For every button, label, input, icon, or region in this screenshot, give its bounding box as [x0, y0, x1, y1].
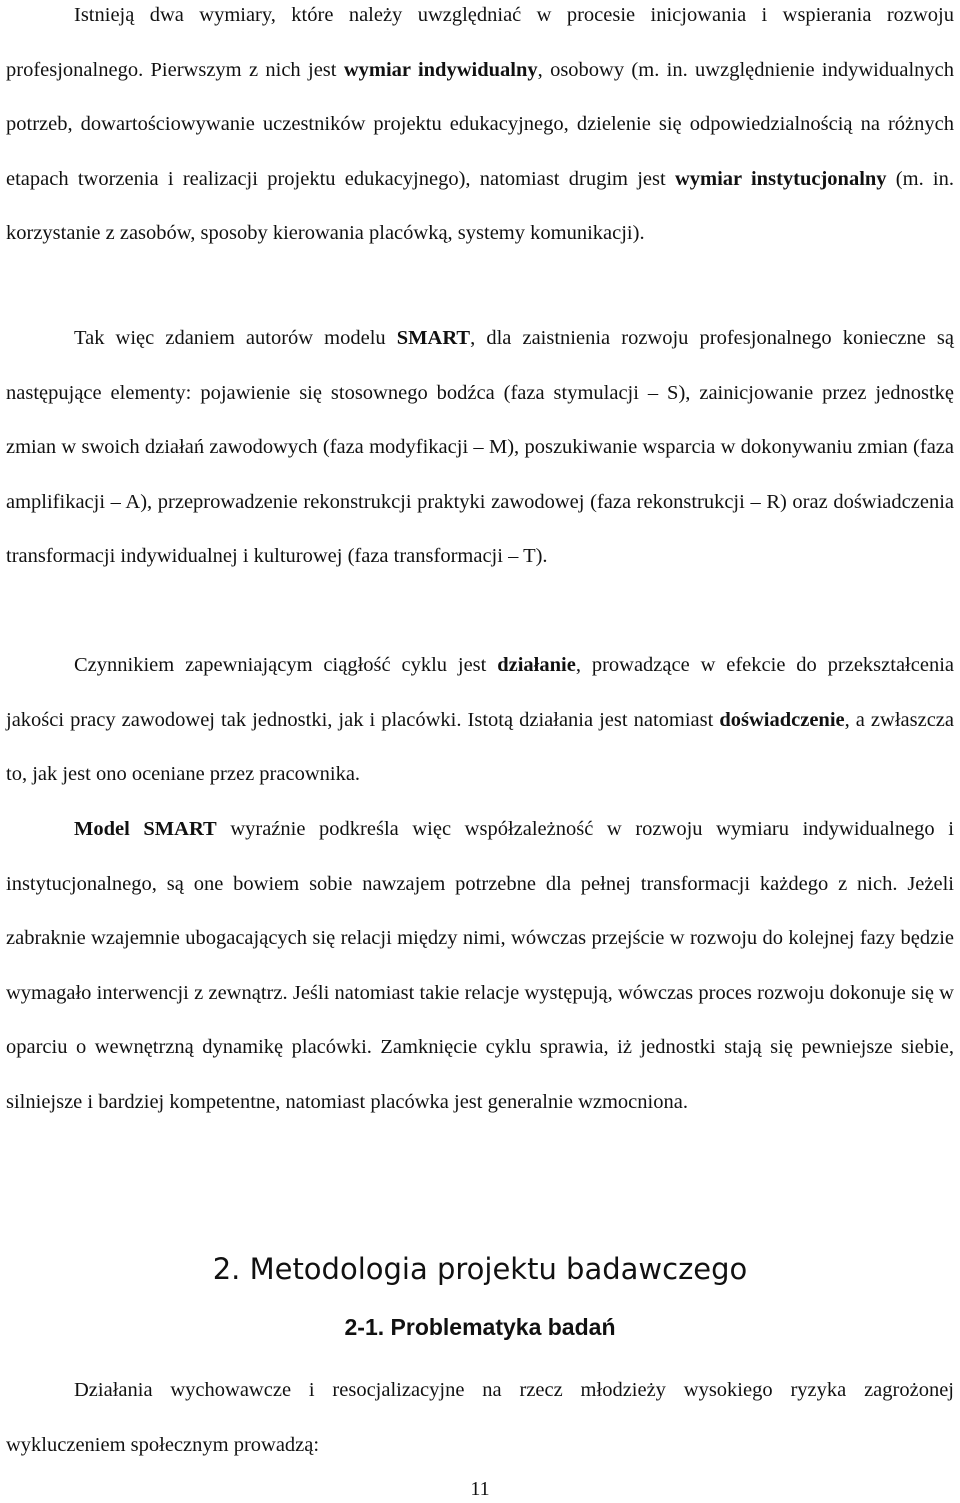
subsection-heading: 2-1. Problematyka badań	[344, 1314, 616, 1340]
paragraph-dimensions	[6, 0, 954, 261]
bold-term-model-smart: Model SMART	[74, 818, 217, 840]
paragraph-text: , prowadzące w efekcie do przekształcenia jakości pracy zawodowej tak jednostki, jak i placówki. Istotą działania jest natomiast	[6, 654, 954, 731]
paragraph-text: wyraźnie podkreśla więc współzależność w rozwoju wymiaru indywidualnego i instytucjonalnego, są one bowiem sobie nawzajem potrzebne dla pełnej transformacji każdego z nich. Jeżeli zabraknie wzajemnie ubogacających się relacji między nimi, wówczas przejście w rozwoju do kolejnej fazy będzie wymagało interwencji z zewnątrz. Jeśli natomiast takie relacje występują, wówczas proces rozwoju dokonuje się w oparciu o wewnętrzną dynamikę placówki. Zamknięcie cyklu sprawia, iż jednostki stają się pewniejsze siebie, silniejsze i bardziej kompetentne, natomiast placówka jest generalnie wzmocniona.	[6, 818, 954, 1113]
paragraph-text: , a zwłaszcza to, jak jest ono oceniane przez pracownika.	[6, 708, 954, 786]
page-number: 11	[470, 1478, 490, 1500]
paragraph-text: , osobowy (m. in. uwzględnienie indywidualnych potrzeb, dowartościowywanie uczestników projektu edukacyjnego, dzielenie się odpowiedzialnością na różnych etapach tworzenia i realizacji projektu edukacyjnego), natomiast drugim jest	[6, 58, 955, 190]
bold-term-individual: wymiar indywidualny	[343, 58, 538, 81]
paragraph-model-smart	[6, 802, 954, 1130]
paragraph-text: , dla zaistnienia rozwoju profesjonalnego konieczne są następujące elementy: pojawienie się stosownego bodźca (faza stymulacji – S), zainicjowanie przez jednostkę zmian w swoich działań zawodowych (faza modyfikacji – M), poszukiwanie wsparcia w dokonywaniu zmian (faza amplifikacji – A), przeprowadzenie rekonstrukcji praktyki zawodowej (faza rekonstrukcji – R) oraz doświadczenia transformacji indywidualnej i kulturowej (faza transformacji – T).	[6, 327, 954, 568]
paragraph-text: (m. in. korzystanie z zasobów, sposoby kierowania placówką, systemy komunikacji).	[6, 167, 955, 245]
paragraph-text: Czynnikiem zapewniającym ciągłość cyklu jest	[74, 654, 498, 676]
bold-term-institutional: wymiar instytucjonalny	[674, 167, 887, 190]
section-heading: 2. Metodologia projektu badawczego	[212, 1252, 748, 1286]
paragraph-text: Działania wychowawcze i resocjalizacyjne na rzecz młodzieży wysokiego ryzyka zagrożonej wykluczeniem społecznym prowadzą:	[6, 1379, 954, 1456]
paragraph-text: Tak więc zdaniem autorów modelu	[74, 327, 397, 349]
paragraph-smart-phases	[6, 311, 954, 584]
paragraph-research-problem	[6, 1363, 954, 1472]
bold-term-experience: doświadczenie	[719, 708, 845, 731]
bold-term-action: działanie	[497, 654, 576, 676]
bold-term-smart: SMART	[396, 327, 471, 349]
paragraph-action	[6, 638, 954, 802]
paragraph-text: Istnieją dwa wymiary, które należy uwzględniać w procesie inicjowania i wspierania rozwoju profesjonalnego. Pierwszym z nich jest	[6, 4, 954, 81]
